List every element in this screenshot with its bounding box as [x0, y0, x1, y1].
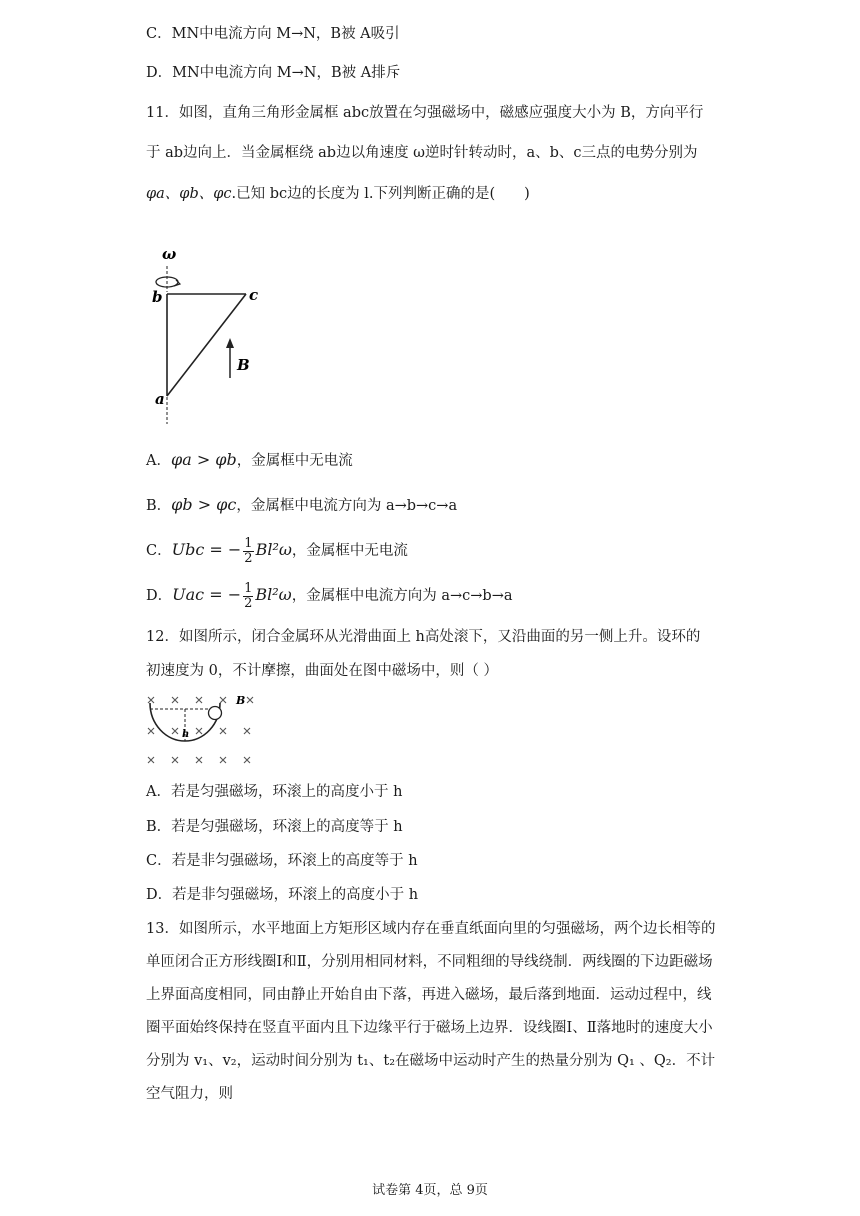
field-cross-icon — [220, 697, 226, 703]
q11-stem-line-3 — [146, 184, 530, 204]
q10-option-c: C．MN中电流方向 M→N，B被 A吸引 — [146, 26, 400, 42]
q12-option-c: C．若是非匀强磁场，环滚上的高度等于 h — [146, 853, 418, 869]
q12-option-d: D．若是非匀强磁场，环滚上的高度小于 h — [146, 887, 419, 903]
option-letter: B． — [146, 498, 172, 514]
q12-option-a: A．若是匀强磁场，环滚上的高度小于 h — [146, 784, 403, 800]
field-cross-icon — [220, 728, 226, 734]
field-cross-icon — [244, 728, 250, 734]
q11-option-b-text: ，金属框中电流方向为 a→b→c→a — [236, 498, 458, 514]
q11-option-c-rhs: Bl²ω — [255, 540, 292, 559]
q11-option-c-lhs: Ubc = − — [171, 540, 242, 559]
page-footer: 试卷第 4页，总 9页 — [372, 1183, 488, 1198]
q11-stem-rest: .已知 bc边的长度为 l.下列判断正确的是( ) — [231, 186, 530, 202]
metal-ring — [209, 707, 222, 720]
q11-label-b: b — [152, 288, 163, 306]
field-cross-icon — [196, 697, 202, 703]
field-cross-icon — [148, 728, 154, 734]
q11-option-d — [146, 578, 512, 613]
field-cross-icon — [172, 728, 178, 734]
q12-option-b: B．若是匀强磁场，环滚上的高度等于 h — [146, 819, 403, 835]
field-cross-icon — [172, 697, 178, 703]
q11-potentials: φa、φb、φc — [146, 186, 232, 202]
option-letter: A． — [146, 453, 171, 469]
field-cross-icon — [148, 697, 154, 703]
fraction-one-half: $\frac{1}{2}$ — [244, 580, 253, 611]
q11-stem-line-1: 11．如图，直角三角形金属框 abc放置在匀强磁场中，磁感应强度大小为 B，方向平行 — [146, 105, 704, 121]
q11-option-c-text: ，金属框中无电流 — [291, 543, 408, 559]
field-cross-icon — [244, 757, 250, 763]
q13-stem: 13．如图所示，水平地面上方矩形区域内存在垂直纸面向里的匀强磁场，两个边长相等的单匝闭合正方形线圈Ⅰ和Ⅱ，分别用相同材料，不同粗细的导线绕制．两线圈的下边距磁场上界面高度相同，同由静止开始自由下落，再进入磁场，最后落到地面．运动过程中，线圈平面始终保持在竖直平面内且下边缘平行于磁场上边界．设线圈Ⅰ、Ⅱ落地时的速度大小分别为 v₁、v₂，运动时间分别为 t₁、t₂在磁场中运动时产生的热量分别为 Q₁ 、Q₂．不计空气阻力，则 — [146, 921, 716, 1102]
field-cross-icon — [196, 728, 202, 734]
option-letter: C． — [146, 543, 172, 559]
q11-option-d-text: ，金属框中电流方向为 a→c→b→a — [291, 588, 513, 604]
q11-omega-label: ω — [162, 245, 177, 263]
q11-option-c — [146, 533, 408, 568]
q11-label-a: a — [155, 390, 165, 408]
q10-option-d: D．MN中电流方向 M→N，B被 A排斥 — [146, 65, 401, 81]
q12-loop-figure — [144, 690, 259, 765]
q12-label-h: h — [182, 729, 190, 740]
q11-option-d-lhs: Uac = − — [172, 585, 242, 604]
q11-label-c: c — [249, 286, 259, 304]
fraction-one-half: $\frac{1}{2}$ — [244, 535, 253, 566]
field-cross-icon — [247, 697, 253, 703]
q11-option-b — [146, 495, 457, 516]
field-cross-icon — [148, 757, 154, 763]
q11-label-B: B — [237, 356, 250, 374]
field-cross-icon — [220, 757, 226, 763]
q11-option-a-math: φa > φb — [170, 450, 237, 469]
option-letter: D． — [146, 588, 173, 604]
q11-option-b-math: φb > φc — [171, 495, 237, 514]
q12-label-B: B — [236, 694, 246, 707]
q11-option-a — [146, 450, 353, 471]
side-ca — [167, 294, 246, 396]
q11-triangle-figure — [140, 244, 270, 429]
q12-stem-line-1: 12．如图所示，闭合金属环从光滑曲面上 h高处滚下，又沿曲面的另一侧上升。设环的 — [146, 629, 701, 645]
q11-option-d-rhs: Bl²ω — [255, 585, 292, 604]
q11-option-a-text: ，金属框中无电流 — [236, 453, 353, 469]
field-cross-icon — [172, 757, 178, 763]
field-cross-icon — [196, 757, 202, 763]
q12-stem-line-2: 初速度为 0，不计摩擦，曲面处在图中磁场中，则（ ） — [146, 663, 498, 679]
q11-stem-line-2: 于 ab边向上．当金属框绕 ab边以角速度 ω逆时针转动时，a、b、c三点的电势分别为 — [146, 145, 698, 161]
